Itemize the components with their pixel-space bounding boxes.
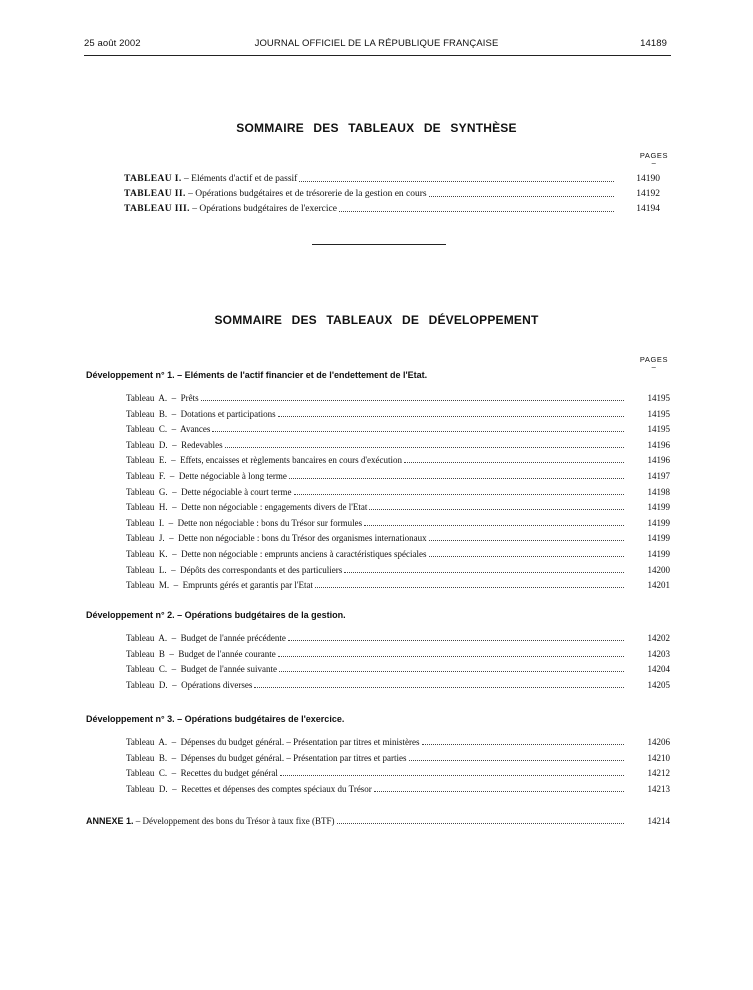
synthese-row-label (124, 174, 297, 184)
pages-label-dash: – (651, 362, 657, 371)
row-label: Tableau M. – Emprunts gérés et garantis par l'Etat (126, 580, 313, 591)
synthese-title: SOMMAIRE DES TABLEAUX DE SYNTHÈSE (236, 121, 517, 135)
row-label: Tableau I. – Dette non négociable : bons du Trésor sur formules (126, 517, 363, 528)
dot-leader (409, 760, 624, 761)
annexe-number: ANNEXE 1. (86, 816, 134, 826)
developpement-heading: Développement n° 1. – Eléments de l'actif financier et de l'endettement de l'Etat. (86, 370, 428, 380)
pages-label-text: PAGES (639, 355, 669, 364)
page-ref: 14200 (647, 564, 670, 575)
page-ref: 14201 (647, 580, 670, 591)
table-of-contents-row (126, 633, 670, 643)
tableau-number: TABLEAU III. (124, 204, 190, 214)
table-of-contents-row (126, 393, 670, 403)
dot-leader (212, 431, 624, 432)
header-journal-title: JOURNAL OFFICIEL DE LA RÉPUBLIQUE FRANÇAISE (254, 38, 499, 49)
annexe-label (86, 816, 335, 826)
synthese-row (124, 204, 660, 214)
dot-leader (278, 656, 624, 657)
table-of-contents-row (126, 664, 670, 674)
annexe-description: – Développement des bons du Trésor à taux fixe (BTF) (133, 816, 335, 826)
row-label: Tableau B. – Dotations et participations (126, 408, 276, 419)
page-ref: 14195 (647, 424, 670, 435)
dot-leader (404, 462, 624, 463)
tableau-description: – Opérations budgétaires de l'exercice (189, 204, 337, 214)
dot-leader (429, 556, 624, 557)
header-date: 25 août 2002 (84, 38, 141, 49)
dot-leader (369, 509, 624, 510)
developpement-pages-label (634, 355, 674, 370)
table-of-contents-row (126, 680, 670, 690)
table-of-contents-row (126, 424, 670, 434)
table-of-contents-row (126, 768, 670, 778)
page-ref: 14205 (647, 679, 670, 690)
page-ref: 14203 (647, 648, 670, 659)
tableau-description: – Eléments d'actif et de passif (181, 174, 298, 184)
page-ref: 14199 (647, 502, 670, 513)
table-of-contents-row (126, 518, 670, 528)
dot-leader (225, 447, 624, 448)
table-of-contents-row (126, 565, 670, 575)
row-label: Tableau A. – Dépenses du budget général. – Présentation par titres et ministères (126, 737, 420, 747)
dot-leader (429, 540, 624, 541)
row-label: Tableau F. – Dette négociable à long terme (126, 471, 287, 481)
row-label: Tableau G. – Dette négociable à court terme (126, 486, 292, 497)
row-label: Tableau D. – Opérations diverses (126, 679, 253, 690)
tableau-number: TABLEAU I. (124, 174, 182, 184)
page-ref: 14192 (636, 189, 660, 199)
page-ref: 14196 (647, 455, 670, 466)
table-of-contents-row (126, 502, 670, 512)
dot-leader (344, 572, 624, 573)
dot-leader (279, 671, 624, 672)
table-of-contents-row (126, 533, 670, 543)
page-ref: 14194 (636, 204, 660, 214)
page-ref: 14196 (647, 439, 670, 450)
dot-leader (364, 525, 624, 526)
dot-leader (201, 400, 624, 401)
row-label: Tableau C. – Recettes du budget général (126, 768, 278, 779)
page-ref: 14195 (647, 408, 670, 419)
table-of-contents-row (126, 440, 670, 450)
row-label: Tableau A. – Prêts (126, 393, 199, 403)
header-page-number: 14189 (640, 38, 667, 49)
table-of-contents-row (126, 549, 670, 559)
page-ref: 14204 (647, 664, 670, 675)
table-of-contents-row (126, 737, 670, 747)
page-ref: 14206 (647, 737, 670, 747)
pages-label-text: PAGES (639, 151, 669, 160)
tableau-description: – Opérations budgétaires et de trésorerie de la gestion en cours (185, 189, 427, 199)
dot-leader (278, 416, 624, 417)
row-label: Tableau E. – Effets, encaisses et règlements bancaires en cours d'exécution (126, 455, 402, 466)
dot-leader (337, 823, 625, 824)
row-label: Tableau D. – Redevables (126, 439, 223, 450)
dot-leader (339, 211, 614, 212)
page-ref: 14213 (647, 783, 670, 794)
page-ref: 14198 (647, 486, 670, 497)
synthese-row (124, 189, 660, 199)
dot-leader (429, 196, 614, 197)
dot-leader (374, 791, 624, 792)
page-ref: 14190 (636, 174, 660, 184)
dot-leader (288, 640, 624, 641)
dot-leader (299, 181, 614, 182)
developpement-heading: Développement n° 3. – Opérations budgétaires de l'exercice. (86, 714, 345, 724)
row-label: Tableau A. – Budget de l'année précédente (126, 633, 286, 643)
table-of-contents-row (126, 580, 670, 590)
table-of-contents-row (126, 409, 670, 419)
row-label: Tableau B – Budget de l'année courante (126, 648, 276, 659)
dot-leader (289, 478, 624, 479)
page-ref: 14212 (647, 768, 670, 779)
annexe-row (86, 816, 670, 826)
synthese-row (124, 174, 660, 184)
page-ref: 14199 (647, 549, 670, 559)
page-ref: 14214 (647, 816, 670, 826)
dot-leader (254, 687, 624, 688)
row-label: Tableau L. – Dépôts des correspondants et des particuliers (126, 564, 343, 575)
synthese-row-label (124, 204, 337, 214)
dot-leader (294, 494, 624, 495)
dot-leader (422, 744, 624, 745)
row-label: Tableau B. – Dépenses du budget général. – Présentation par titres et parties (126, 752, 407, 763)
row-label: Tableau D. – Recettes et dépenses des comptes spéciaux du Trésor (126, 783, 372, 794)
row-label: Tableau C. – Budget de l'année suivante (126, 664, 277, 675)
page-ref: 14197 (647, 471, 670, 481)
dot-leader (315, 587, 624, 588)
row-label: Tableau C. – Avances (126, 424, 211, 435)
row-label: Tableau J. – Dette non négociable : bons du Trésor des organismes internationaux (126, 533, 427, 544)
synthese-row-label (124, 189, 427, 199)
synthese-pages-label (634, 151, 674, 166)
developpement-title: SOMMAIRE DES TABLEAUX DE DÉVELOPPEMENT (214, 313, 539, 327)
table-of-contents-row (126, 455, 670, 465)
tableau-number: TABLEAU II. (124, 189, 186, 199)
pages-label-dash: – (651, 158, 657, 167)
table-of-contents-row (126, 784, 670, 794)
dot-leader (280, 775, 624, 776)
row-label: Tableau K. – Dette non négociable : emprunts anciens à caractéristiques spéciales (126, 549, 427, 559)
page-ref: 14202 (647, 633, 670, 643)
table-of-contents-row (126, 487, 670, 497)
header-rule (84, 55, 671, 56)
page-ref: 14195 (647, 393, 670, 403)
section-divider (312, 244, 446, 245)
table-of-contents-row (126, 649, 670, 659)
page-ref: 14210 (647, 752, 670, 763)
row-label: Tableau H. – Dette non négociable : engagements divers de l'Etat (126, 502, 368, 513)
page-ref: 14199 (647, 533, 670, 544)
table-of-contents-row (126, 753, 670, 763)
table-of-contents-row (126, 471, 670, 481)
developpement-heading: Développement n° 2. – Opérations budgétaires de la gestion. (86, 610, 346, 620)
page-ref: 14199 (647, 517, 670, 528)
